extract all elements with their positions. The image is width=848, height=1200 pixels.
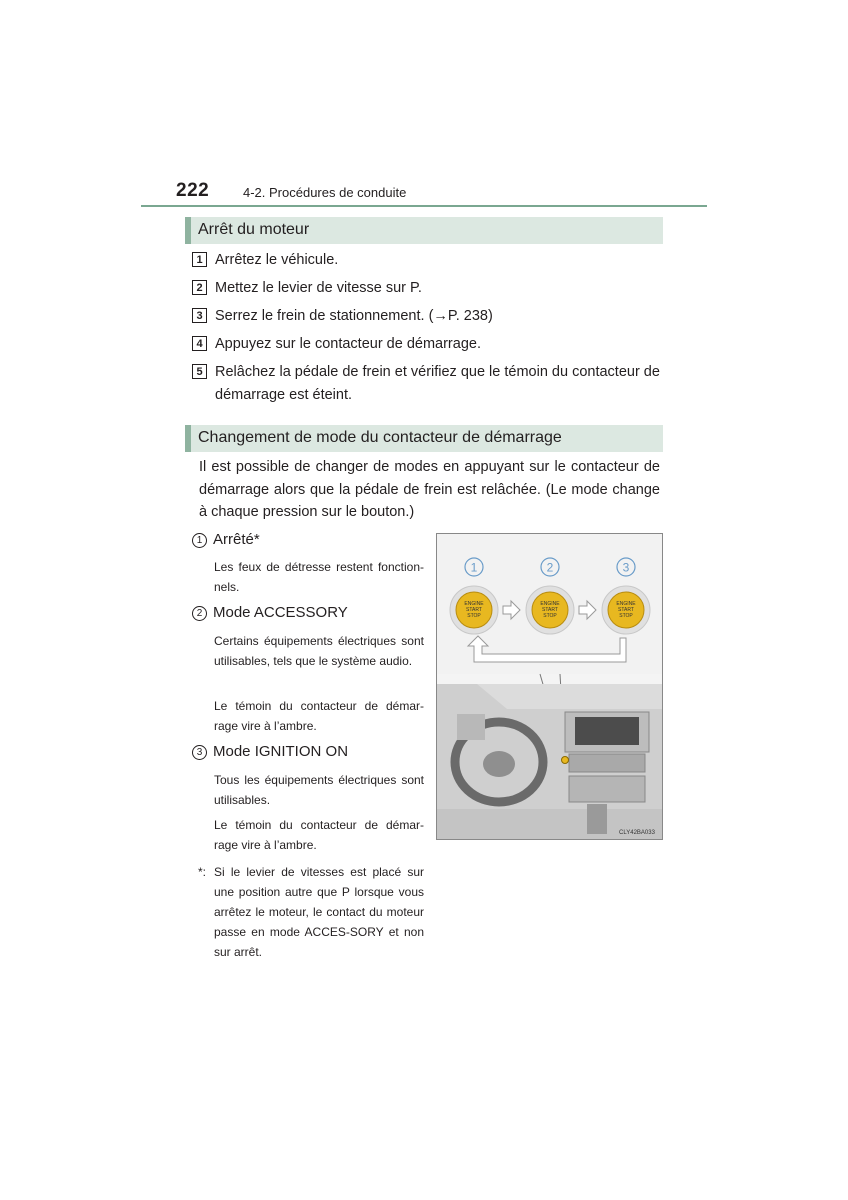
svg-text:STOP: STOP <box>467 613 481 619</box>
start-button-icon <box>526 586 574 634</box>
svg-text:ENGINE: ENGINE <box>464 601 484 607</box>
start-button-icon <box>450 586 498 634</box>
step-item <box>192 249 662 272</box>
step-text: Arrêtez le véhicule. <box>215 252 339 268</box>
svg-text:ENGINE: ENGINE <box>616 601 636 607</box>
page-number: 222 <box>176 180 210 201</box>
step-text: Mettez le levier de vitesse sur P. <box>215 280 422 296</box>
step-text: Relâchez la pédale de frein et vérifiez que le témoin du contacteur de <box>215 364 660 380</box>
mode-note: Le témoin du contacteur de démar-rage vire à l’ambre. <box>214 699 424 733</box>
dashboard-illustration <box>437 684 662 839</box>
step-number: 3 <box>192 308 207 323</box>
start-button-icon <box>602 586 650 634</box>
mode-label: Arrêté* <box>213 531 260 548</box>
step-text: Serrez le frein de stationnement. (→P. 238) <box>215 308 493 324</box>
mode-number: 1 <box>192 533 207 548</box>
section-heading-text: Changement de mode du contacteur de démarrage <box>198 429 562 446</box>
mode-label: Mode IGNITION ON <box>213 743 349 760</box>
mode-note: Tous les équipements électriques sont utilisables. <box>214 773 424 807</box>
header-divider <box>141 205 707 207</box>
mode-number: 3 <box>192 745 207 760</box>
mode-item-ignition-on <box>192 743 348 760</box>
mode-label: Mode ACCESSORY <box>213 604 348 621</box>
mode-note: Le témoin du contacteur de démar-rage vire à l’ambre. <box>214 818 424 852</box>
step-number: 4 <box>192 336 207 351</box>
svg-text:START: START <box>618 607 634 613</box>
step-item <box>192 277 662 300</box>
step-number: 2 <box>192 280 207 295</box>
svg-text:3: 3 <box>622 560 630 575</box>
step-number: 5 <box>192 364 207 379</box>
svg-text:ENGINE: ENGINE <box>540 601 560 607</box>
step-number: 1 <box>192 252 207 267</box>
section-heading-mode-change <box>185 425 663 452</box>
mode-item-accessory <box>192 604 348 621</box>
svg-text:START: START <box>466 607 482 613</box>
section-heading-text: Arrêt du moteur <box>198 221 310 238</box>
footnote-marker: *: <box>198 865 207 879</box>
footnote-text: Si le levier de vitesses est placé sur une position autre que P lorsque vous arrêtez le moteur, le contact du moteur passe en mode ACCES-SORY et non sur arrêt. <box>214 865 424 959</box>
svg-text:STOP: STOP <box>543 613 557 619</box>
svg-text:START: START <box>542 607 558 613</box>
illustration-code: CLY42BA033 <box>619 830 655 836</box>
step-text: Appuyez sur le contacteur de démarrage. <box>215 336 481 352</box>
svg-text:1: 1 <box>470 560 478 575</box>
mode-number: 2 <box>192 606 207 621</box>
section-heading-engine-stop <box>185 217 663 244</box>
svg-text:STOP: STOP <box>619 613 633 619</box>
step-item <box>192 333 662 356</box>
illustration-start-button-modes <box>436 533 663 840</box>
step-text-continued: démarrage est éteint. <box>215 387 353 403</box>
mode-note: Certains équipements électriques sont utilisables, tels que le système audio. <box>214 634 424 668</box>
intro-paragraph: Il est possible de changer de modes en appuyant sur le contacteur de démarrage alors que la pédale de frein est relâchée. (Le mode change à chaque pression sur le bouton.) <box>199 459 660 520</box>
step-item <box>192 305 662 328</box>
step-item <box>192 361 662 407</box>
mode-item-off <box>192 531 260 548</box>
svg-text:2: 2 <box>546 560 554 575</box>
footnote <box>198 862 424 962</box>
chapter-title: 4-2. Procédures de conduite <box>243 185 407 200</box>
mode-note: Les feux de détresse restent fonction-nels. <box>214 560 424 594</box>
